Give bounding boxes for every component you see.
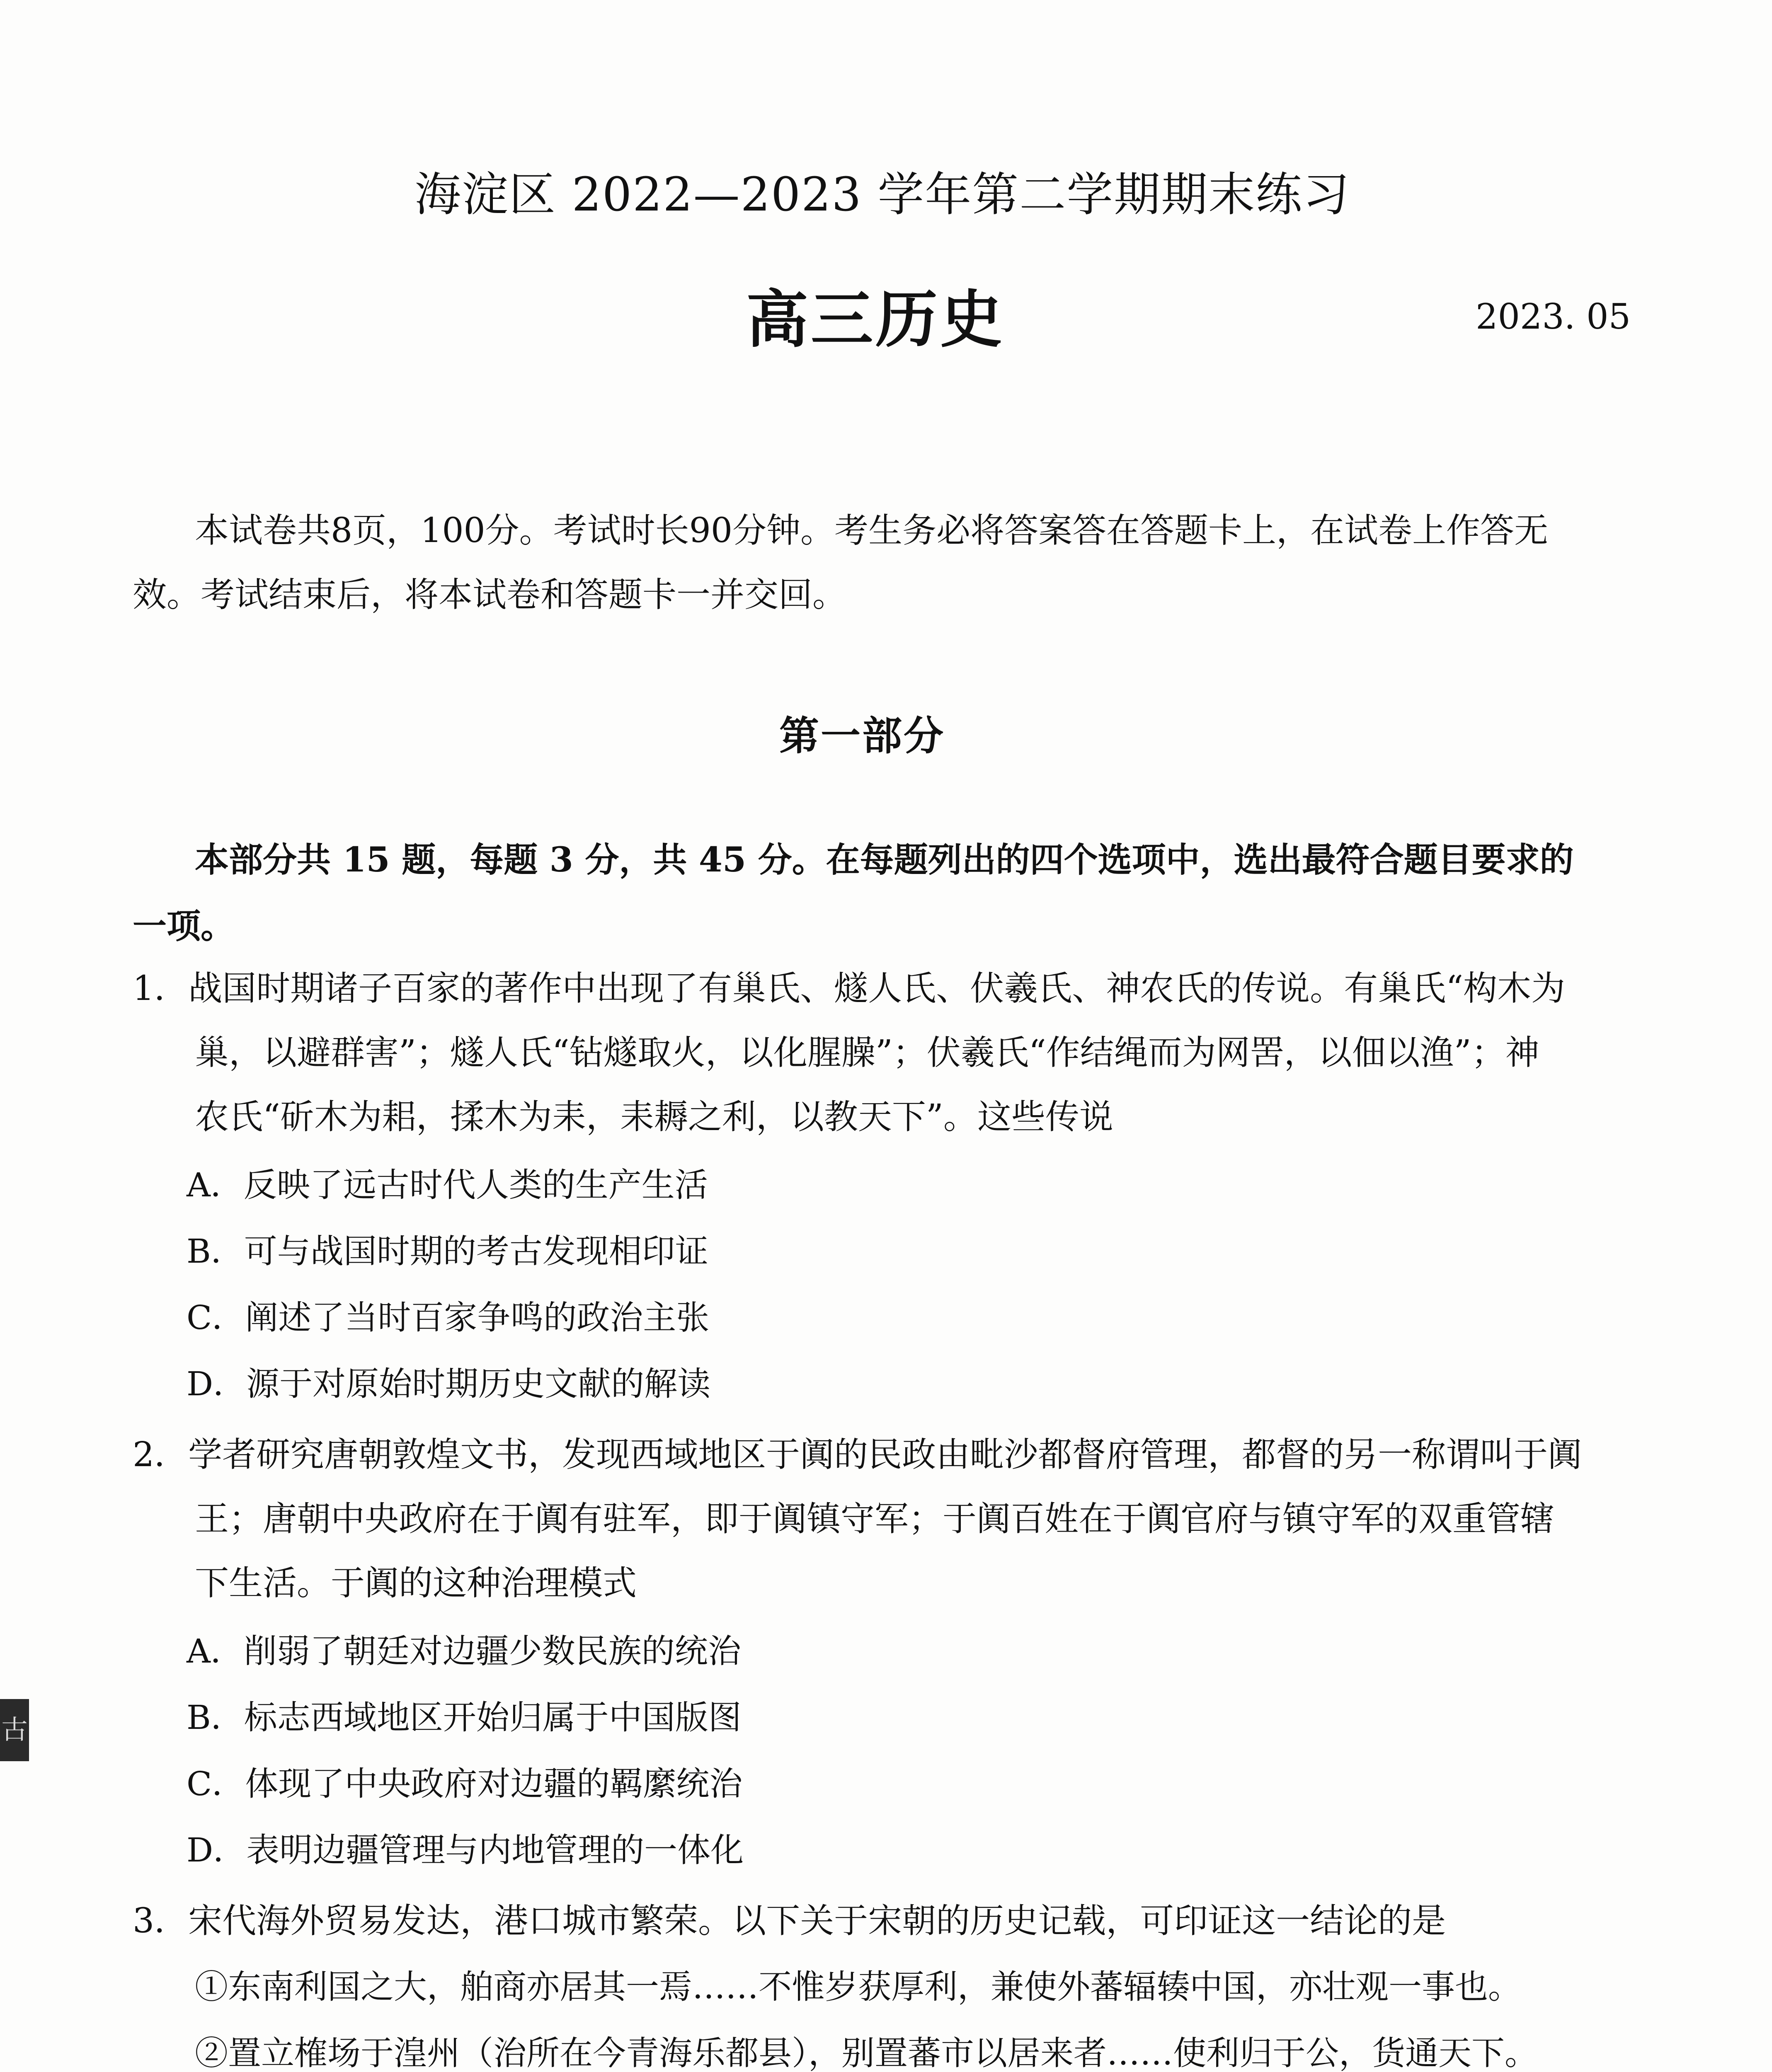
question-2-stem-line-1: 2．学者研究唐朝敦煌文书，发现西域地区于阗的民政由毗沙都督府管理，都督的另一称谓叫于阗: [133, 1435, 1582, 1474]
section-description-line-2: 一项。: [133, 906, 235, 946]
question-3-stem: 3．宋代海外贸易发达，港口城市繁荣。以下关于宋朝的历史记载，可印证这一结论的是: [133, 1901, 1446, 1941]
question-2-stem-line-2: 王；唐朝中央政府在于阗有驻军，即于阗镇守军；于阗百姓在于阗官府与镇守军的双重管辖: [195, 1499, 1555, 1539]
question-3-source-2: ②置立榷场于湟州（治所在今青海乐都县），别置蕃市以居来者……使利归于公，货通天下。: [195, 2034, 1538, 2072]
binding-margin-tab: 古: [0, 1699, 29, 1761]
exam-date: 2023. 05: [1476, 296, 1631, 337]
question-2-option-a[interactable]: A．削弱了朝廷对边疆少数民族的统治: [187, 1632, 741, 1670]
question-1-stem-line-1: 1．战国时期诸子百家的著作中出现了有巢氏、燧人氏、伏羲氏、神农氏的传说。有巢氏“构木为: [133, 969, 1566, 1008]
section-title: 第一部分: [779, 712, 945, 759]
section-description-line-1: 本部分共 15 题，每题 3 分，共 45 分。在每题列出的四个选项中，选出最符合题目要求的: [195, 840, 1574, 880]
exam-header-title: 海淀区 2022—2023 学年第二学期期末练习: [415, 168, 1350, 222]
question-2-option-c[interactable]: C．体现了中央政府对边疆的羁縻统治: [187, 1765, 743, 1803]
question-1-option-a[interactable]: A．反映了远古时代人类的生产生活: [187, 1166, 708, 1204]
question-1-option-c[interactable]: C．阐述了当时百家争鸣的政治主张: [187, 1298, 710, 1337]
instructions-line-2: 效。考试结束后，将本试卷和答题卡一并交回。: [133, 575, 847, 615]
question-2-stem-line-3: 下生活。于阗的这种治理模式: [195, 1564, 637, 1603]
question-3-source-1: ①东南利国之大，舶商亦居其一焉……不惟岁获厚利，兼使外蕃辐辏中国，亦壮观一事也。: [195, 1968, 1521, 2006]
question-1-stem-line-2: 巢，以避群害”；燧人氏“钻燧取火，以化腥臊”；伏羲氏“作结绳而为网罟，以佃以渔”；神: [195, 1033, 1539, 1072]
question-1-stem-line-3: 农氏“斫木为耜，揉木为耒，耒耨之利，以教天下”。这些传说: [195, 1097, 1113, 1137]
question-1-option-b[interactable]: B．可与战国时期的考古发现相印证: [187, 1232, 708, 1271]
instructions-line-1: 本试卷共8页，100分。考试时长90分钟。考生务必将答案答在答题卡上，在试卷上作答无: [195, 511, 1549, 550]
question-2-option-d[interactable]: D．表明边疆管理与内地管理的一体化: [187, 1831, 744, 1869]
question-1-option-d[interactable]: D．源于对原始时期历史文献的解读: [187, 1365, 711, 1403]
question-2-option-b[interactable]: B．标志西域地区开始归属于中国版图: [187, 1698, 742, 1737]
subject-title: 高三历史: [746, 283, 1005, 356]
